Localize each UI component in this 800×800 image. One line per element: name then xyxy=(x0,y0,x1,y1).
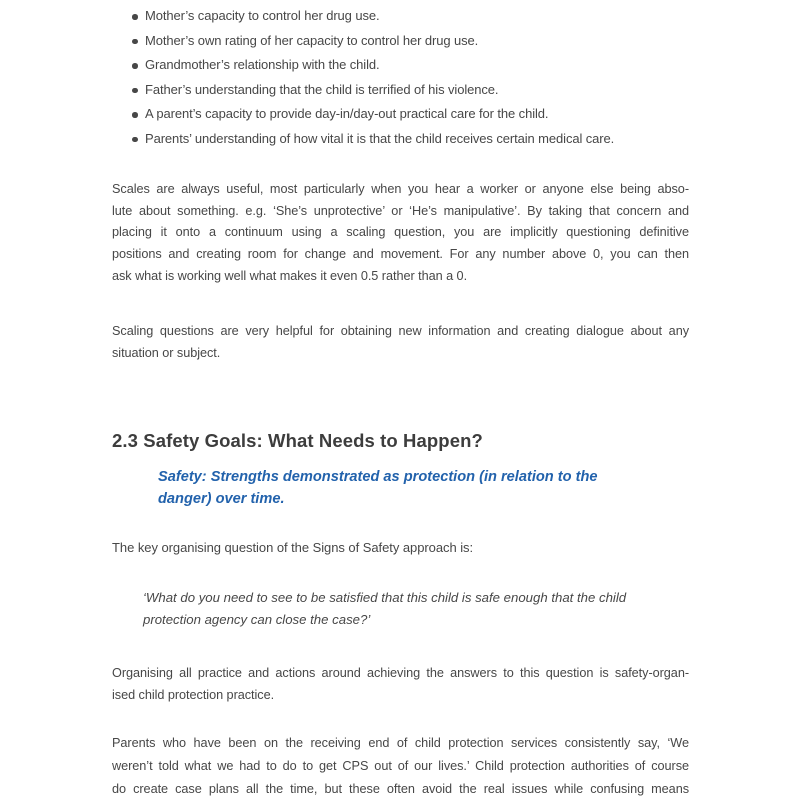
paragraph-key-question: The key organising question of the Signs of Safety approach is: xyxy=(112,540,474,555)
text-line: danger) over time. xyxy=(158,491,285,508)
bullet-item: Parents’ understanding of how vital it is that the child receives certain medical care. xyxy=(133,127,703,152)
text-line: ask what is working well what makes it even 0.5 rather than a 0. xyxy=(112,268,468,283)
paragraph-parents-cps xyxy=(112,732,689,800)
paragraph-organising-practice xyxy=(112,663,689,706)
bullet-item: Grandmother’s relationship with the child. xyxy=(133,53,703,78)
text-line: placing it onto a continuum using a scaling question, you are implicitly questioning definitive xyxy=(112,225,689,240)
text-line: ‘What do you need to see to be satisfied that this child is safe enough that the child xyxy=(143,590,627,605)
bullet-list xyxy=(133,4,703,152)
paragraph-scales-useful xyxy=(112,179,689,288)
bullet-item: Mother’s capacity to control her drug use. xyxy=(133,4,703,29)
text-line: do create case plans all the time, but these often avoid the real issues while confusing means xyxy=(112,781,689,796)
organising-question-quote xyxy=(143,587,638,632)
text-line: situation or subject. xyxy=(112,345,221,360)
text-line: protection agency can close the case?’ xyxy=(143,612,371,628)
bullet-item: Mother’s own rating of her capacity to control her drug use. xyxy=(133,29,703,54)
text-line: Organising all practice and actions around achieving the answers to this question is safety-organ- xyxy=(112,666,689,680)
text-line: Parents who have been on the receiving end of child protection services consistently say, ‘We xyxy=(112,736,689,750)
bullet-item: A parent’s capacity to provide day-in/day-out practical care for the child. xyxy=(133,102,703,127)
text-line: Scales are always useful, most particularly when you hear a worker or anyone else being abso- xyxy=(112,182,689,196)
text-line: Scaling questions are very helpful for obtaining new information and creating dialogue about any xyxy=(112,324,689,338)
paragraph-scaling-questions xyxy=(112,321,689,364)
text-line: Safety: Strengths demonstrated as protection (in relation to the xyxy=(158,469,598,485)
section-heading: 2.3 Safety Goals: What Needs to Happen? xyxy=(112,430,483,452)
text-line: lute about something. e.g. ‘She’s unprotective’ or ‘He’s manipulative’. By taking that concern and xyxy=(112,203,689,218)
text-line: ised child protection practice. xyxy=(112,687,275,702)
text-line: weren’t told what we had to do to get CPS out of our lives.’ Child protection authorities of course xyxy=(112,758,689,773)
bullet-item: Father’s understanding that the child is terrified of his violence. xyxy=(133,78,703,103)
text-line: positions and creating room for change and movement. For any number above 0, you can then xyxy=(112,247,689,262)
safety-definition-quote xyxy=(158,466,638,511)
